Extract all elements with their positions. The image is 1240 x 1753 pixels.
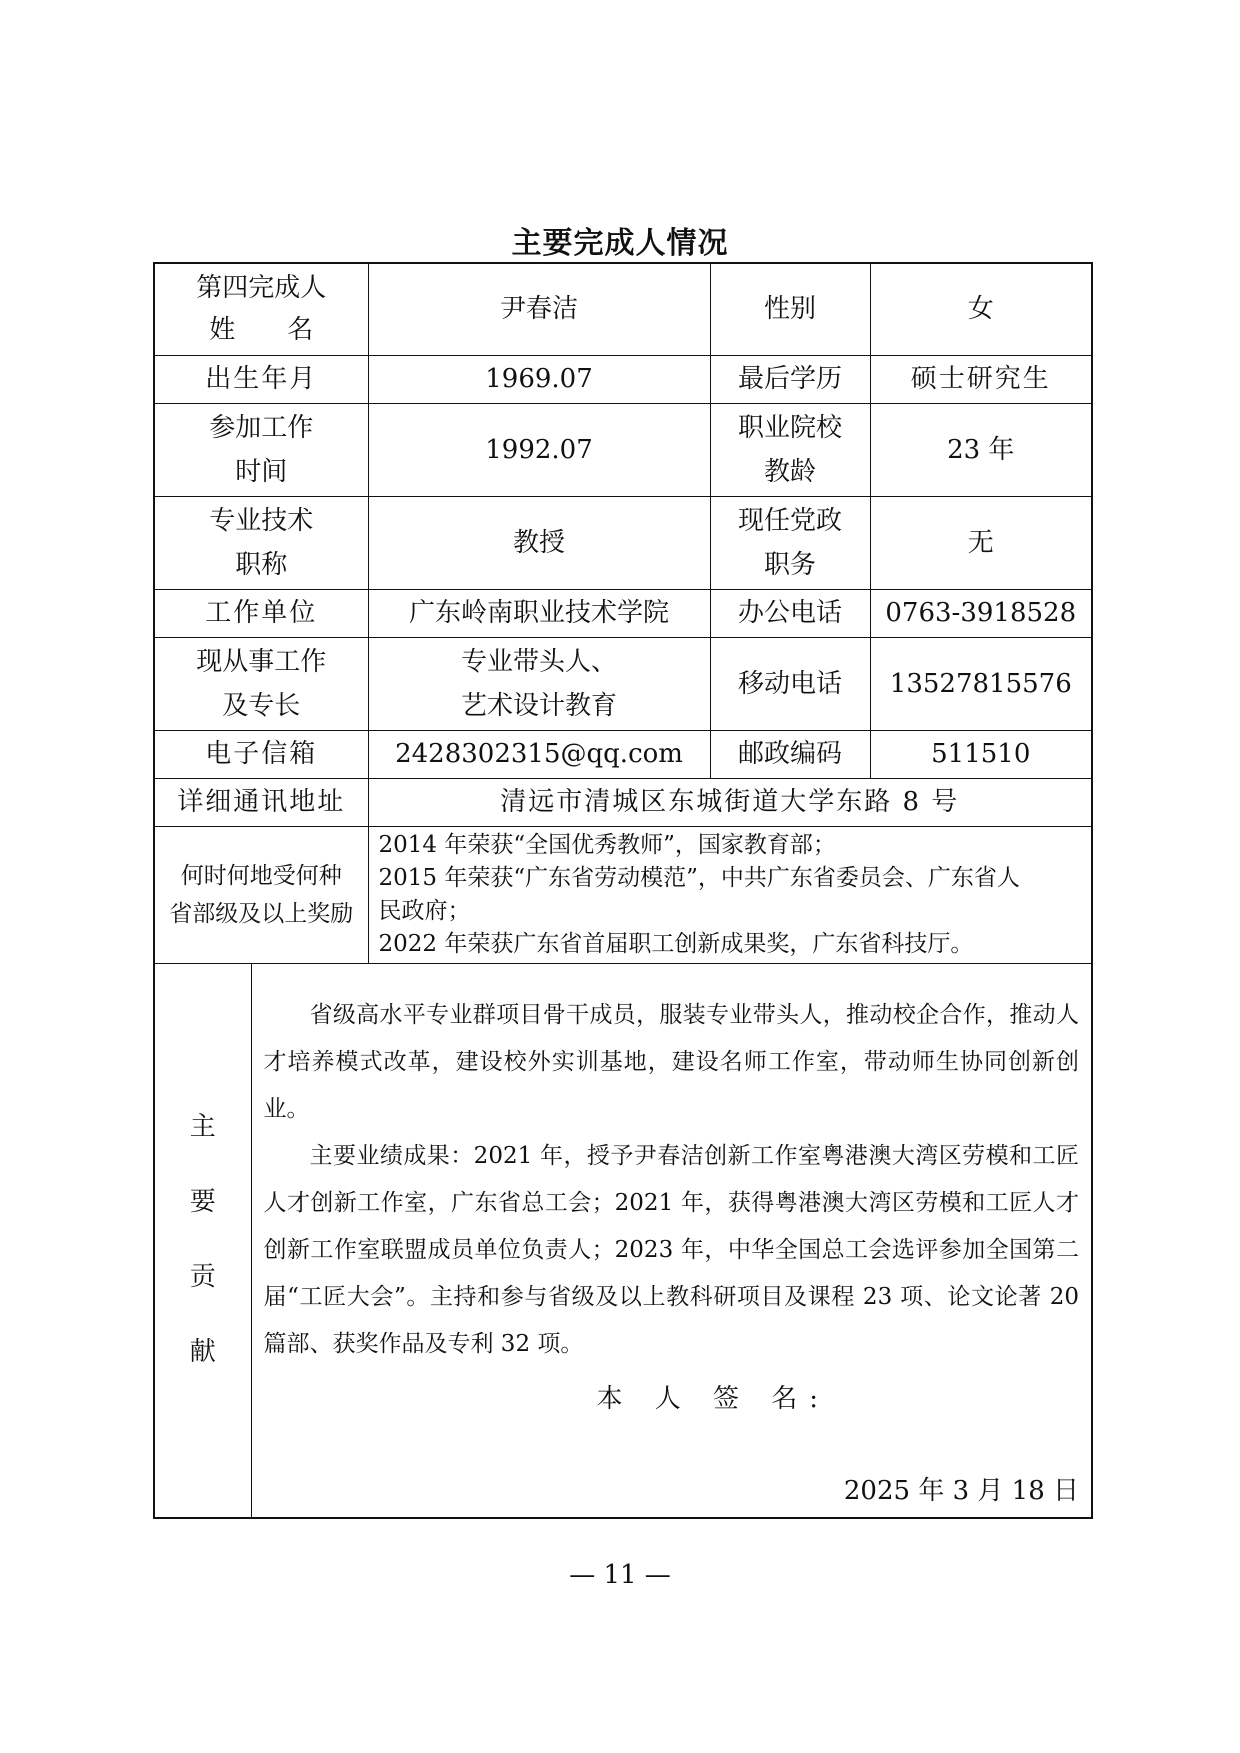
gender-label: 性别	[710, 263, 870, 355]
awards-value	[368, 826, 1092, 963]
email-value: 2428302315@qq.com	[368, 730, 710, 778]
professional-title-label: 专业技术 职称	[154, 496, 368, 589]
work-start-label: 参加工作 时间	[154, 403, 368, 496]
postcode-label: 邮政编码	[710, 730, 870, 778]
office-phone-value: 0763-3918528	[870, 589, 1092, 637]
education-value: 硕士研究生	[870, 355, 1092, 403]
name-label: 第四完成人 姓 名	[154, 263, 368, 355]
mobile-value: 13527815576	[870, 637, 1092, 730]
contribution-paragraph-2: 主要业绩成果：2021 年，授予尹春洁创新工作室粤港澳大湾区劳模和工匠人才创新工作室，广东省总工会；2021 年，获得粤港澳大湾区劳模和工匠人才创新工作室联盟成员单位负责人；2023 年，中华全国总工会选评参加全国第二届“工匠大会”。主持和参与省级及以上教科研项目及课程 23 项、论文论著 20 篇部、获奖作品及专利 32 项。	[263, 1142, 1080, 1357]
personnel-table	[153, 262, 1093, 1519]
current-work-label: 现从事工作 及专长	[154, 637, 368, 730]
birth-value: 1969.07	[368, 355, 710, 403]
teaching-years-value: 23 年	[870, 403, 1092, 496]
contribution-label: 主 要 贡 献	[154, 963, 251, 1518]
signature-label: 本 人 签 名:	[596, 1383, 831, 1414]
work-unit-label: 工作单位	[154, 589, 368, 637]
contribution-paragraph-1: 省级高水平专业群项目骨干成员，服装专业带头人，推动校企合作，推动人才培养模式改革，建设校外实训基地，建设名师工作室，带动师生协同创新创业。	[263, 1001, 1080, 1122]
party-post-value: 无	[870, 496, 1092, 589]
address-value: 清远市清城区东城街道大学东路 8 号	[368, 778, 1092, 826]
award-line: 2014 年荣获“全国优秀教师”，国家教育部；	[378, 831, 836, 858]
award-line: 2022 年荣获广东省首届职工创新成果奖，广东省科技厅。	[378, 930, 974, 957]
teaching-years-label: 职业院校 教龄	[710, 403, 870, 496]
office-phone-label: 办公电话	[710, 589, 870, 637]
gender-value: 女	[870, 263, 1092, 355]
work-unit-value: 广东岭南职业技术学院	[368, 589, 710, 637]
page-title: 主要完成人情况	[511, 226, 729, 261]
signature-date: 2025 年 3 月 18 日	[843, 1476, 1080, 1506]
education-label: 最后学历	[710, 355, 870, 403]
party-post-label: 现任党政 职务	[710, 496, 870, 589]
mobile-label: 移动电话	[710, 637, 870, 730]
current-work-value: 专业带头人、 艺术设计教育	[368, 637, 710, 730]
name-value: 尹春洁	[368, 263, 710, 355]
professional-title-value: 教授	[368, 496, 710, 589]
award-line: 2015 年荣获“广东省劳动模范”，中共广东省委员会、广东省人	[378, 864, 1020, 891]
postcode-value: 511510	[870, 730, 1092, 778]
contribution-content	[251, 963, 1092, 1518]
work-start-value: 1992.07	[368, 403, 710, 496]
email-label: 电子信箱	[154, 730, 368, 778]
birth-label: 出生年月	[154, 355, 368, 403]
awards-label: 何时何地受何种 省部级及以上奖励	[154, 826, 368, 963]
award-line: 民政府；	[378, 897, 471, 924]
page-number: — 11 —	[569, 1560, 671, 1590]
address-label: 详细通讯地址	[154, 778, 368, 826]
